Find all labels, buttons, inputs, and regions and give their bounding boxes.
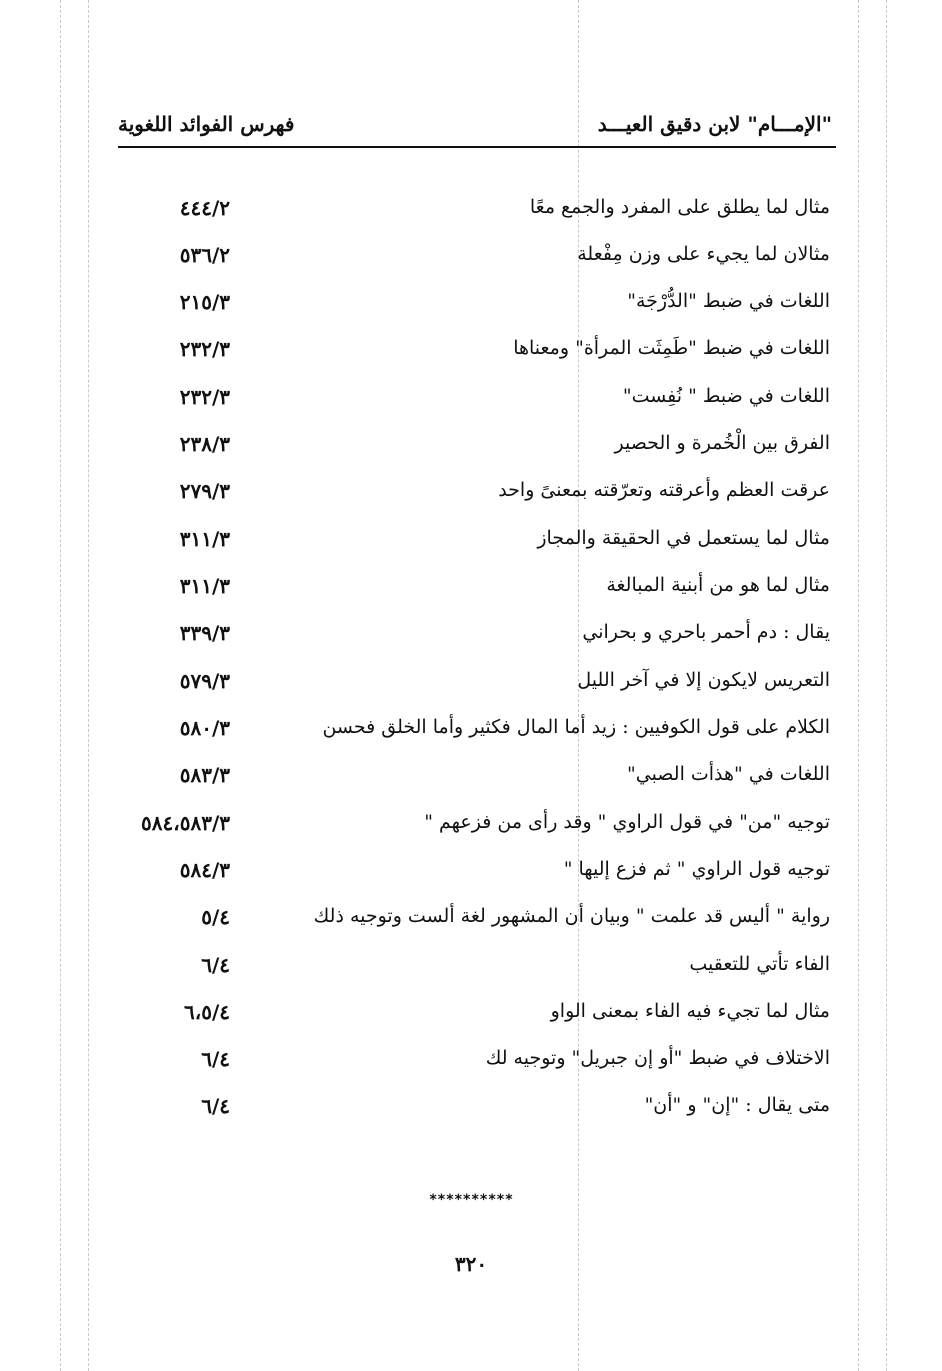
running-header (118, 108, 832, 148)
entry-text: مثال لما يطلق على المفرد والجمع معًا (529, 196, 830, 218)
entry-reference: ٦/٤ (201, 1047, 230, 1071)
index-entry (0, 992, 942, 1038)
entry-reference: ٦،٥/٤ (184, 1000, 230, 1024)
index-entry (0, 803, 942, 849)
entry-reference: ٦/٤ (201, 953, 230, 977)
entry-text: رواية " أليس قد علمت " وبيان أن المشهور لغة ألست وتوجيه ذلك (313, 905, 830, 927)
entry-text: اللغات في ضبط "طَمِثَت المرأة" ومعناها (513, 337, 830, 359)
entry-text: مثال لما هو من أبنية المبالغة (606, 574, 830, 596)
index-entry (0, 424, 942, 470)
index-entry (0, 329, 942, 375)
entry-reference: ٦/٤ (201, 1094, 230, 1118)
section-title: فهرس الفوائد اللغوية (118, 112, 295, 136)
index-entry (0, 1086, 942, 1132)
entry-reference: ٢٣٨/٣ (179, 432, 230, 456)
entry-text: توجيه "من" في قول الراوي " وقد رأى من فزعهم " (424, 811, 830, 833)
index-entry (0, 235, 942, 281)
entry-reference: ٢٣٢/٣ (179, 337, 230, 361)
entry-reference: ٢٣٢/٣ (179, 385, 230, 409)
entry-reference: ٣١١/٣ (179, 574, 230, 598)
index-entry (0, 188, 942, 234)
entry-text: الفاء تأتي للتعقيب (689, 953, 830, 975)
header-rule (118, 146, 836, 148)
entry-text: اللغات في "هذأت الصبي" (627, 763, 830, 785)
entry-reference: ٥٨٣/٣ (179, 763, 230, 787)
index-entry (0, 519, 942, 565)
entry-text: متى يقال : "إن" و "أن" (644, 1094, 830, 1116)
entry-text: الاختلاف في ضبط "أو إن جبريل" وتوجيه لك (485, 1047, 830, 1069)
entry-text: عرقت العظم وأعرقته وتعرّقته بمعنىً واحد (498, 479, 830, 501)
entry-reference: ٥٣٦/٢ (179, 243, 230, 267)
entry-text: توجيه قول الراوي " ثم فزع إليها " (563, 858, 830, 880)
index-entry (0, 850, 942, 896)
entry-reference: ٣٣٩/٣ (179, 621, 230, 645)
index-entry (0, 708, 942, 754)
entry-text: مثالان لما يجيء على وزن مِفْعلة (577, 243, 830, 265)
end-separator: ********** (428, 1192, 514, 1208)
entry-text: مثال لما تجيء فيه الفاء بمعنى الواو (550, 1000, 830, 1022)
index-entry (0, 377, 942, 423)
index-entry (0, 1039, 942, 1085)
page-number: ٣٢٠ (454, 1252, 488, 1276)
index-entry (0, 566, 942, 612)
index-entry (0, 613, 942, 659)
entry-reference: ٢٧٩/٣ (179, 479, 230, 503)
entry-text: الكلام على قول الكوفيين : زيد أما المال فكثير وأما الخلق فحسن (322, 716, 830, 738)
entry-text: يقال : دم أحمر باحري و بحراني (582, 621, 830, 643)
index-entry (0, 471, 942, 517)
entry-reference: ٢١٥/٣ (179, 290, 230, 314)
book-title: "الإمـــام" لابن دقيق العيـــد (597, 112, 832, 136)
entry-text: التعريس لايكون إلا في آخر الليل (577, 669, 830, 691)
index-entry (0, 945, 942, 991)
entry-reference: ٣١١/٣ (179, 527, 230, 551)
entry-text: اللغات في ضبط " نُفِست" (622, 385, 830, 407)
entry-reference: ٥٧٩/٣ (179, 669, 230, 693)
entry-text: مثال لما يستعمل في الحقيقة والمجاز (537, 527, 830, 549)
index-entry (0, 755, 942, 801)
entry-reference: ٥٨٤،٥٨٣/٣ (141, 811, 230, 835)
index-entry (0, 897, 942, 943)
entry-text: الفرق بين الْخُمرة و الحصير (614, 432, 830, 454)
entry-reference: ٥٨٤/٣ (179, 858, 230, 882)
entry-reference: ٥/٤ (201, 905, 230, 929)
index-entry (0, 661, 942, 707)
entry-reference: ٥٨٠/٣ (179, 716, 230, 740)
index-entry (0, 282, 942, 328)
entry-text: اللغات في ضبط "الدُّرْجَة" (627, 290, 830, 312)
entry-reference: ٤٤٤/٢ (179, 196, 230, 220)
